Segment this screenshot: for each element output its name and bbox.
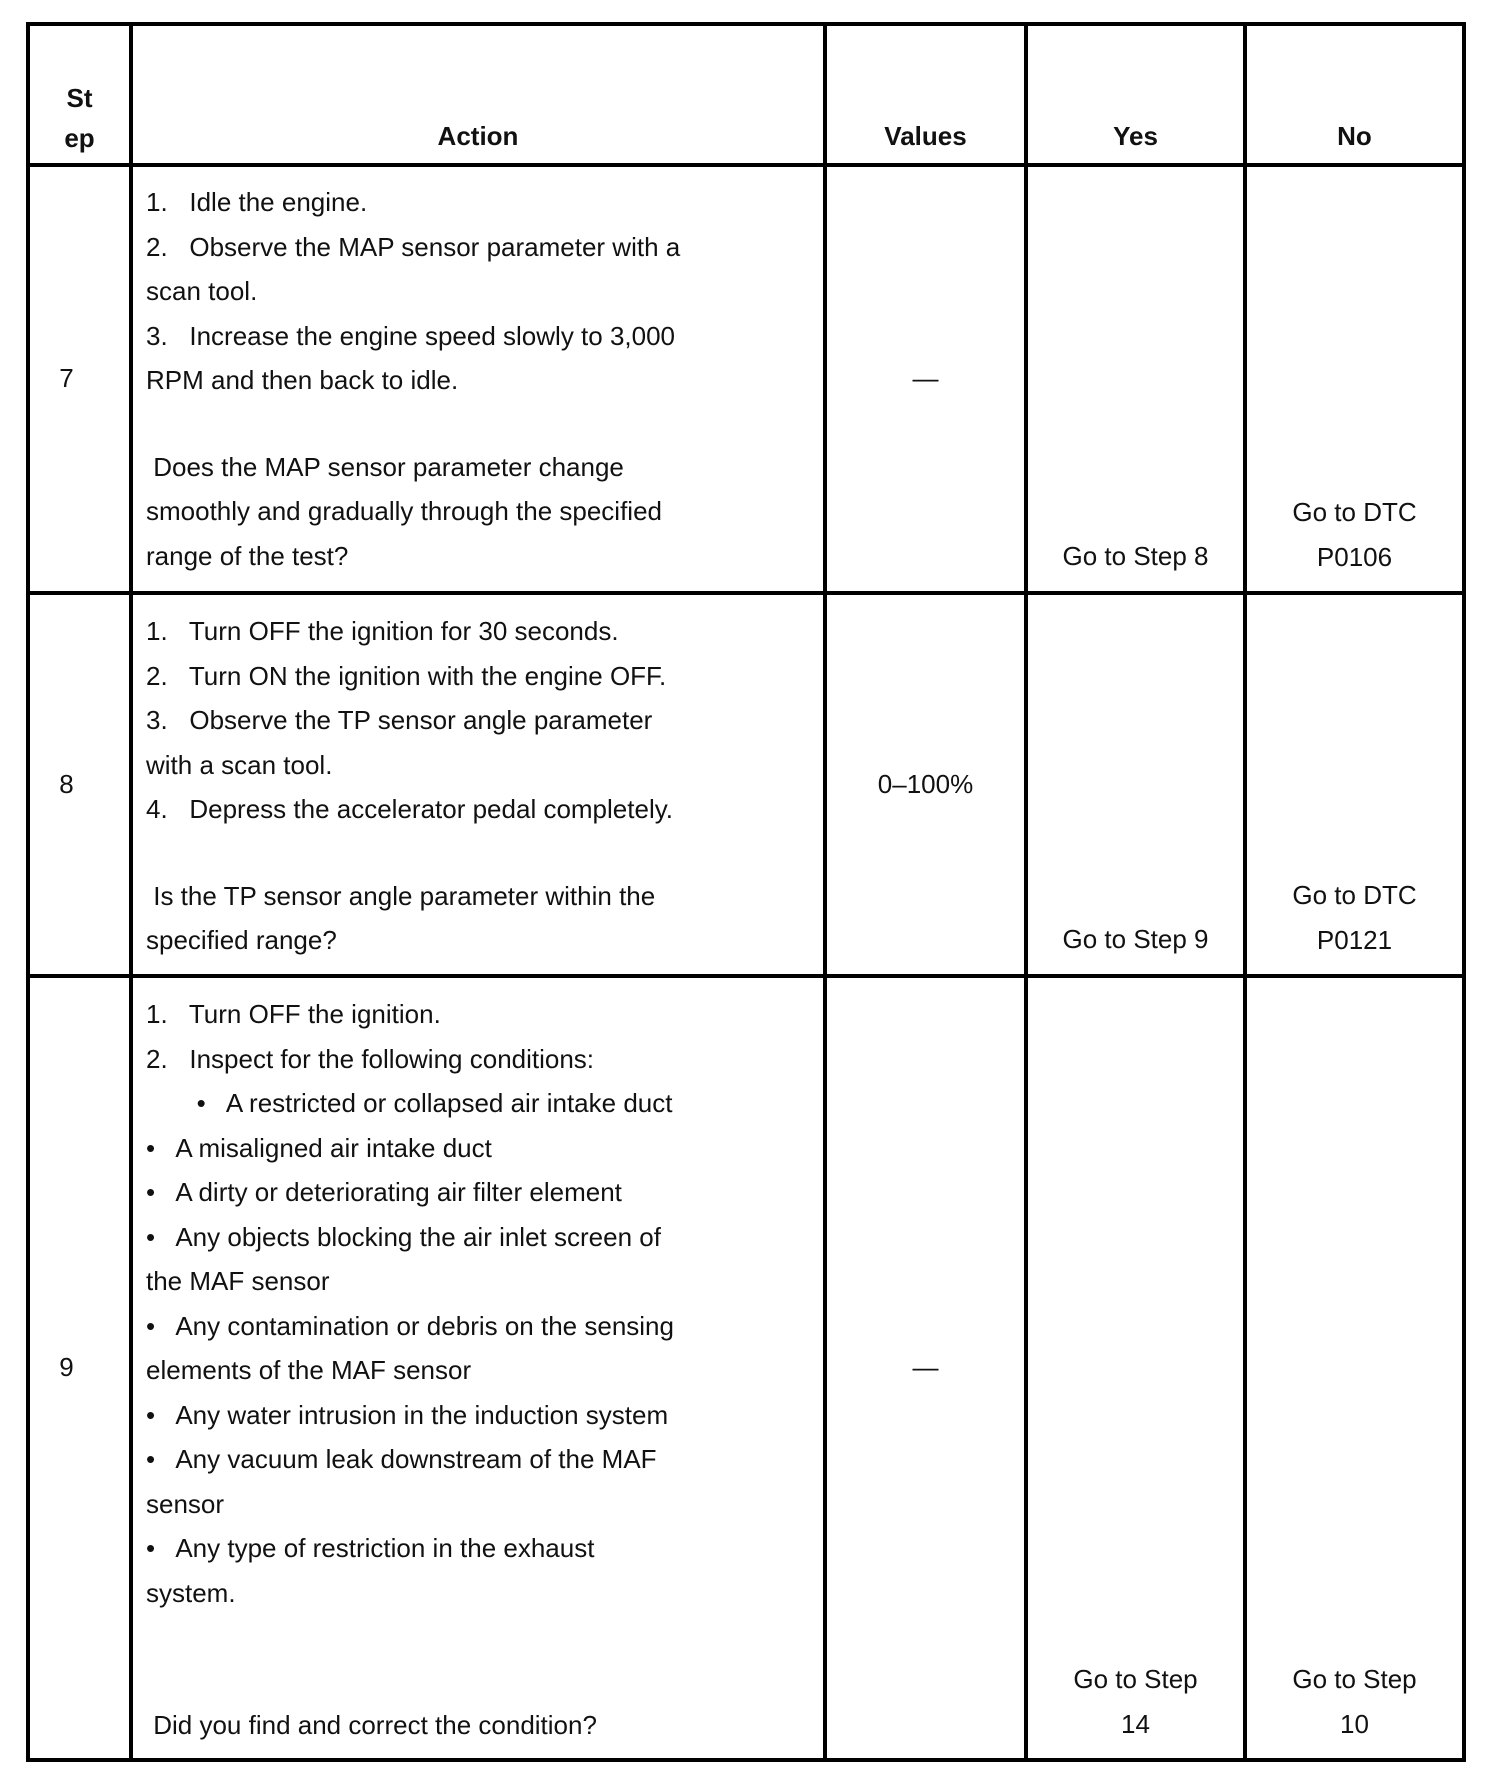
action-line: • Any type of restriction in the exhaust xyxy=(146,1533,595,1563)
action-line: 1. Turn OFF the ignition for 30 seconds. xyxy=(146,616,619,646)
action-line: with a scan tool. xyxy=(146,749,333,780)
action-line: the MAF sensor xyxy=(146,1266,330,1296)
action-line: range of the test? xyxy=(146,540,349,571)
header-step-line: ep xyxy=(64,123,95,153)
yes-line: Go to Step 8 xyxy=(1062,541,1209,571)
action-line: • A misaligned air intake duct xyxy=(146,1132,492,1163)
header-yes: Yes xyxy=(1113,121,1158,151)
action-line: 2. Inspect for the following conditions: xyxy=(146,1043,595,1074)
action-line: 4. Depress the accelerator pedal completely. xyxy=(146,794,674,824)
yes-cell xyxy=(1028,534,1243,579)
header-step-line: St xyxy=(66,83,93,113)
action-line: 3. Observe the TP sensor angle parameter xyxy=(146,705,653,735)
header-divider xyxy=(26,163,1466,167)
no-line: 10 xyxy=(1340,1708,1369,1739)
step-number: 8 xyxy=(59,769,74,799)
yes-line: Go to Step xyxy=(1073,1664,1198,1694)
table-border-bottom xyxy=(26,1758,1466,1762)
action-line: 2. Observe the MAP sensor parameter with a xyxy=(146,231,681,262)
action-line: • Any vacuum leak downstream of the MAF xyxy=(146,1444,657,1474)
action-line: scan tool. xyxy=(146,276,258,306)
action-line: • A dirty or deteriorating air filter element xyxy=(146,1177,622,1207)
no-line: Go to DTC xyxy=(1292,497,1417,527)
value-cell: 0–100% xyxy=(877,769,974,799)
action-line: Did you find and correct the condition? xyxy=(146,1710,597,1740)
row-divider xyxy=(26,974,1466,978)
action-line xyxy=(146,403,680,445)
action-line: specified range? xyxy=(146,925,337,955)
column-divider xyxy=(823,22,827,1762)
column-divider xyxy=(129,22,133,1762)
action-line: 1. Idle the engine. xyxy=(146,187,368,217)
no-cell xyxy=(1247,1657,1462,1746)
action-line: 3. Increase the engine speed slowly to 3,000 xyxy=(146,320,676,351)
action-line: smoothly and gradually through the specified xyxy=(146,496,662,526)
action-line: Is the TP sensor angle parameter within the xyxy=(146,880,656,911)
no-line: P0121 xyxy=(1316,924,1393,955)
no-line: Go to Step xyxy=(1292,1664,1417,1694)
action-cell xyxy=(146,180,680,578)
header-step xyxy=(30,78,129,158)
action-line: sensor xyxy=(146,1488,225,1519)
no-line: Go to DTC xyxy=(1292,880,1417,910)
action-cell xyxy=(146,992,674,1748)
header-no: No xyxy=(1337,121,1372,151)
yes-line: Go to Step 9 xyxy=(1062,924,1209,954)
action-line: Does the MAP sensor parameter change xyxy=(146,451,624,482)
column-divider xyxy=(1024,22,1028,1762)
no-cell xyxy=(1247,490,1462,579)
action-cell xyxy=(146,609,673,963)
action-line xyxy=(146,1615,674,1659)
no-line: P0106 xyxy=(1316,541,1393,572)
action-line: 2. Turn ON the ignition with the engine OFF. xyxy=(146,660,667,691)
table-border-left xyxy=(26,22,30,1762)
step-number: 9 xyxy=(59,1352,74,1382)
action-line xyxy=(146,1659,674,1703)
action-line: • A restricted or collapsed air intake duct xyxy=(146,1088,673,1118)
table-border-top xyxy=(26,22,1466,26)
action-line: 1. Turn OFF the ignition. xyxy=(146,999,441,1029)
row-divider xyxy=(26,591,1466,595)
action-line: • Any contamination or debris on the sensing xyxy=(146,1310,674,1341)
step-number: 7 xyxy=(59,363,74,393)
yes-cell xyxy=(1028,917,1243,962)
action-line: • Any water intrusion in the induction system xyxy=(146,1399,669,1430)
action-line: RPM and then back to idle. xyxy=(146,365,459,395)
yes-line: 14 xyxy=(1121,1708,1150,1739)
action-line: elements of the MAF sensor xyxy=(146,1355,472,1385)
header-action: Action xyxy=(437,121,519,151)
header-values: Values xyxy=(884,121,967,151)
action-line xyxy=(146,832,673,874)
yes-cell xyxy=(1028,1657,1243,1746)
action-line: • Any objects blocking the air inlet screen of xyxy=(146,1221,661,1252)
diagnostic-table xyxy=(26,22,1466,1762)
no-cell xyxy=(1247,873,1462,962)
value-cell: — xyxy=(912,363,939,393)
value-cell: — xyxy=(912,1352,939,1382)
table-border-right xyxy=(1462,22,1466,1762)
action-line: system. xyxy=(146,1577,236,1608)
